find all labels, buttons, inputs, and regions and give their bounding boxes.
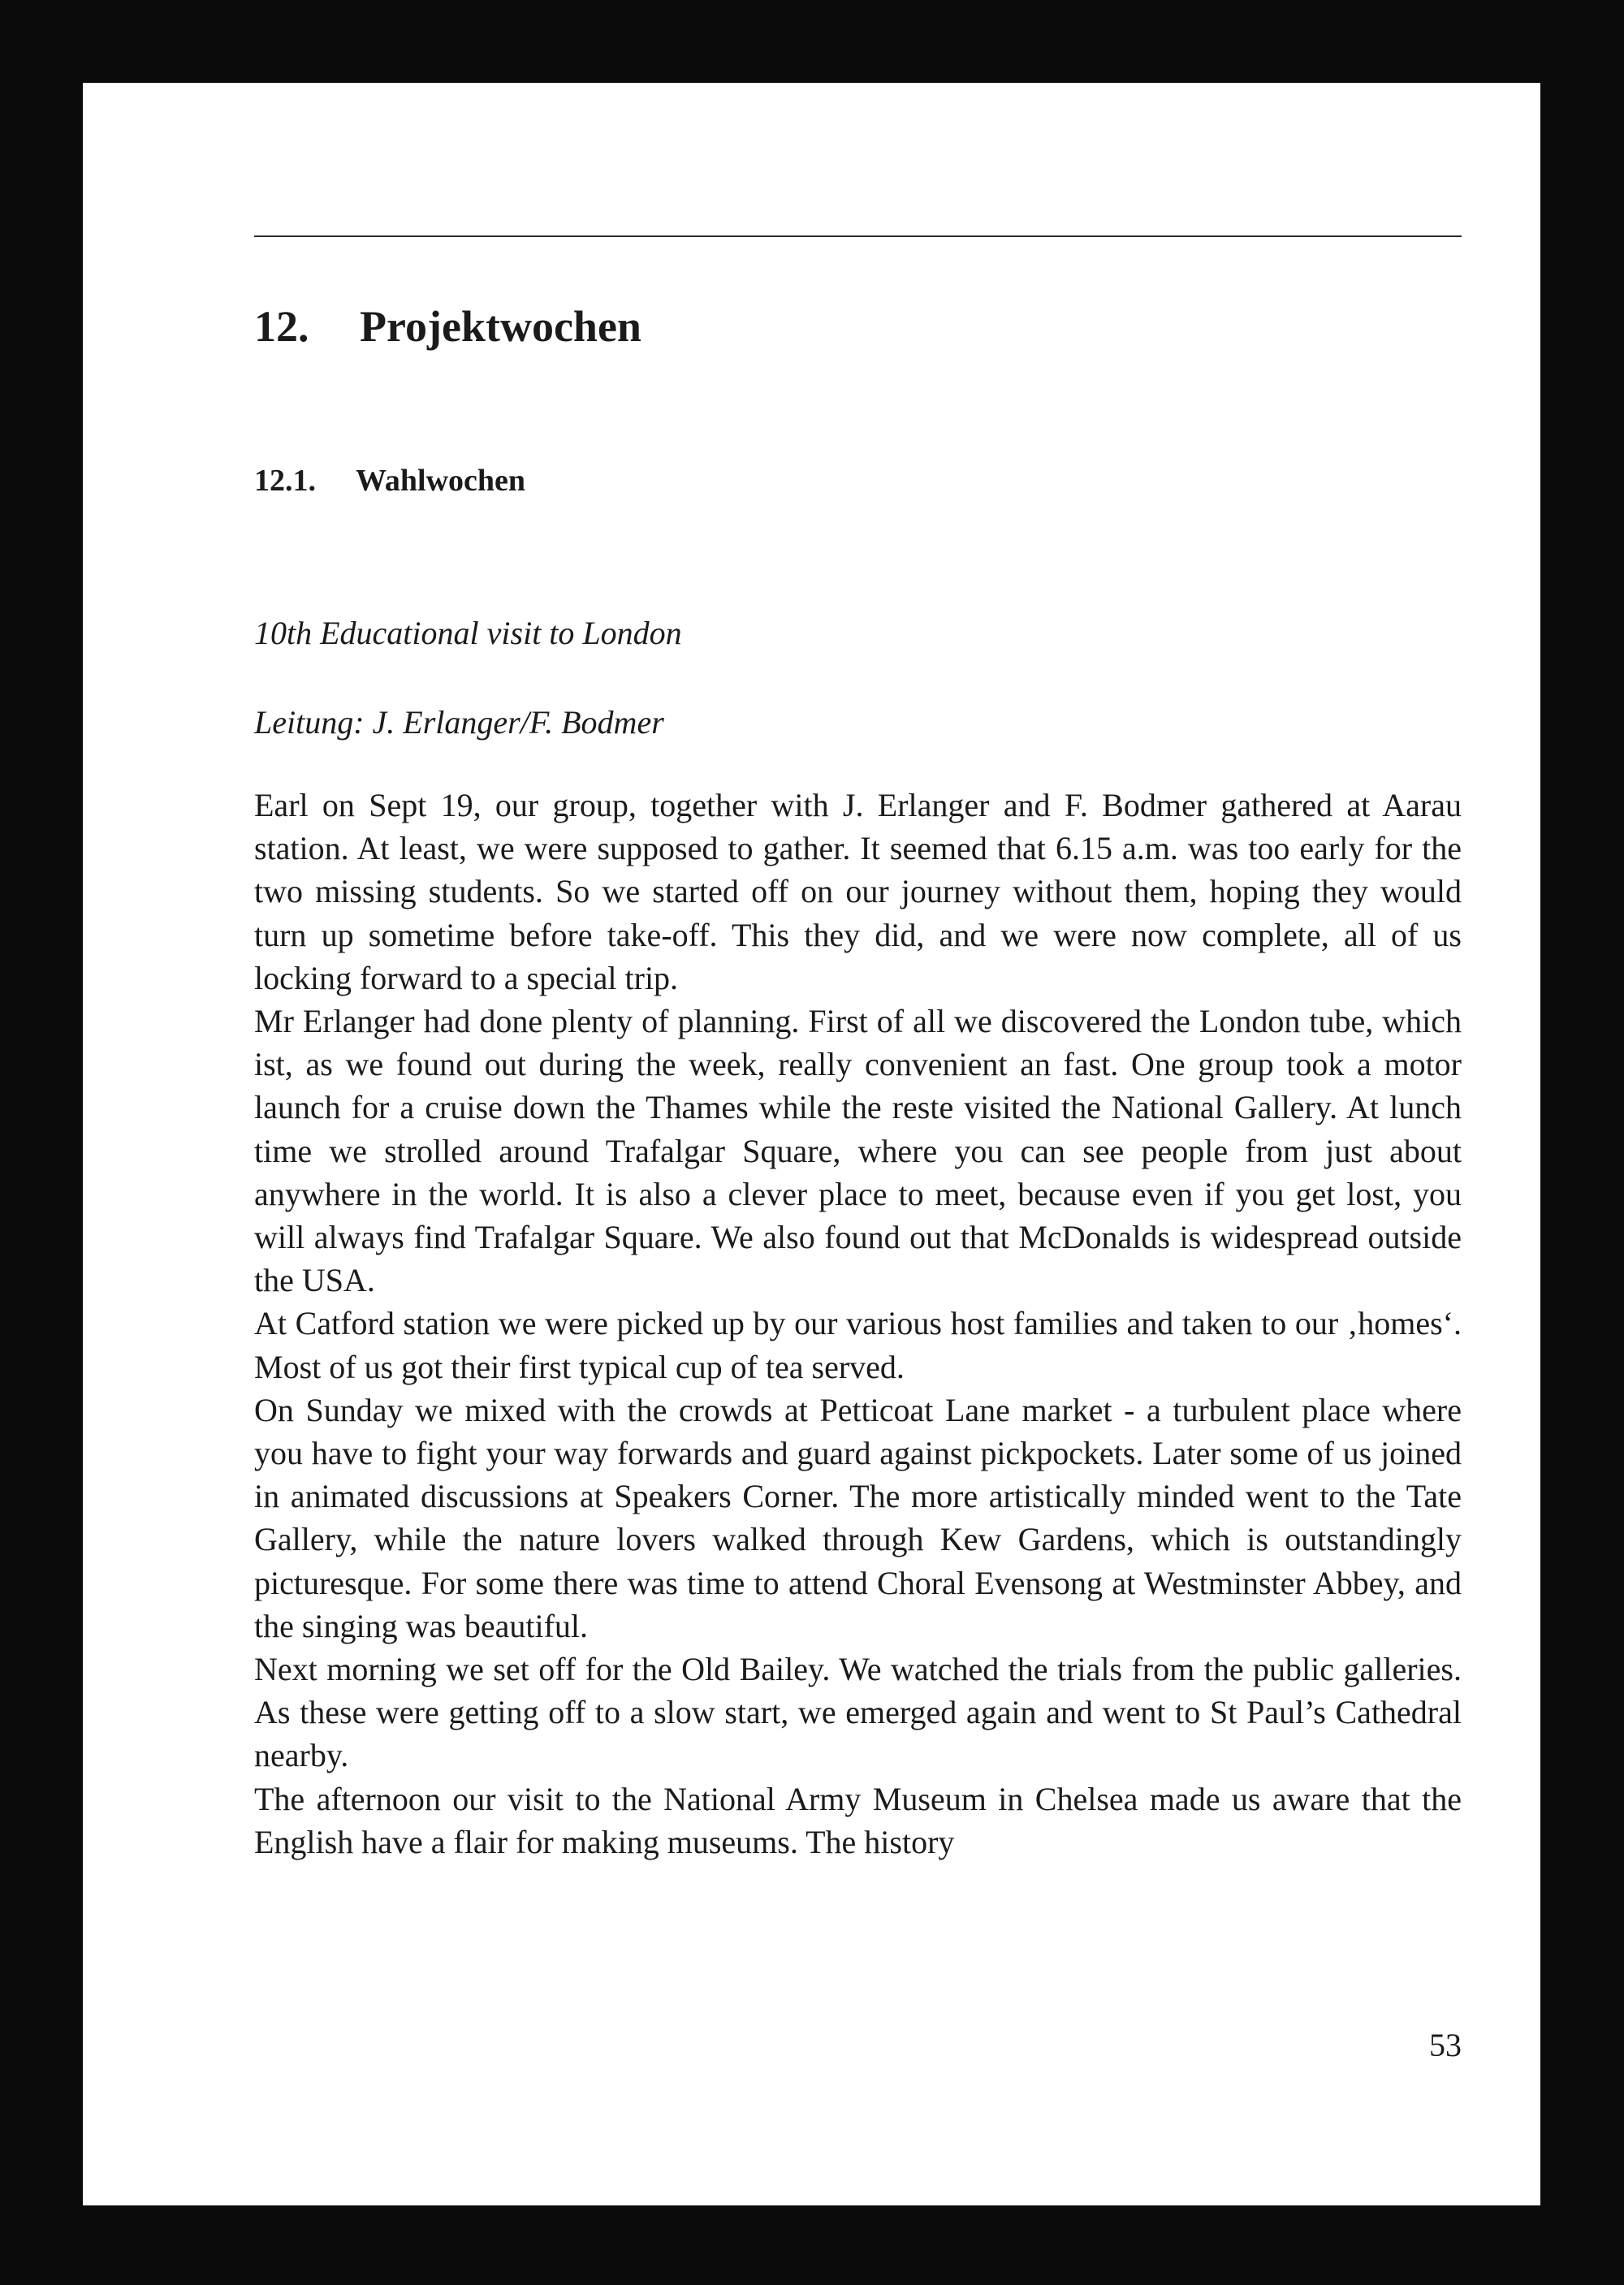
section-heading xyxy=(254,463,525,500)
paragraph-6: The afternoon our visit to the National Army Museum in Chelsea made us aware that the English have a flair for making museums. The history xyxy=(254,1780,1462,1860)
paragraph-2: Mr Erlanger had done plenty of planning. First of all we discovered the London tube, which ist, as we found out during the week, really convenient an fast. One group took a motor launch for a cruise down the Thames while the reste visited the National Gallery. At lunch time we strolled around Trafalgar Square, where you can see people from just about anywhere in the world. It is also a clever place to meet, because even if you get lost, you will always find Trafalgar Square. We also found out that McDonalds is widespread outside the USA. xyxy=(254,1003,1462,1299)
section-title: Wahlwochen xyxy=(356,464,526,498)
chapter-number: 12. xyxy=(254,302,309,351)
page-number: 53 xyxy=(1429,2027,1462,2063)
document-page xyxy=(83,83,1540,2205)
section-number: 12.1. xyxy=(254,464,316,498)
paragraph-3: At Catford station we were picked up by our various host families and taken to our ‚homes‘. Most of us got their first typical cup of tea served. xyxy=(254,1305,1462,1385)
paragraph-1: Earl on Sept 19, our group, together with J. Erlanger and F. Bodmer gathered at Aarau station. At least, we were supposed to gather. It seemed that 6.15 a.m. was too early for the two missing students. So we started off on our journey without them, hoping they would turn up sometime before take-off. This they did, and we were now complete, all of us locking forward to a special trip. xyxy=(254,787,1462,996)
chapter-title: Projektwochen xyxy=(360,302,641,351)
article-leitung: Leitung: J. Erlanger/F. Bodmer xyxy=(254,704,664,741)
paragraph-4: On Sunday we mixed with the crowds at Petticoat Lane market - a turbulent place where you have to fight your way forwards and guard against pickpockets. Later some of us joined in animated discussions at Speakers Corner. The more artistically minded went to the Tate Gallery, while the nature lovers walked through Kew Gardens, which is outstandingly picturesque. For some there was time to attend Choral Evensong at Westminster Abbey, and the singing was beautiful. xyxy=(254,1391,1462,1644)
header-rule xyxy=(254,235,1462,237)
article-title: 10th Educational visit to London xyxy=(254,615,682,651)
chapter-heading xyxy=(254,300,641,353)
article-body xyxy=(254,784,1462,1864)
paragraph-5: Next morning we set off for the Old Bailey. We watched the trials from the public galleries. As these were getting off to a slow start, we emerged again and went to St Paul’s Cathedral nearby. xyxy=(254,1651,1462,1774)
